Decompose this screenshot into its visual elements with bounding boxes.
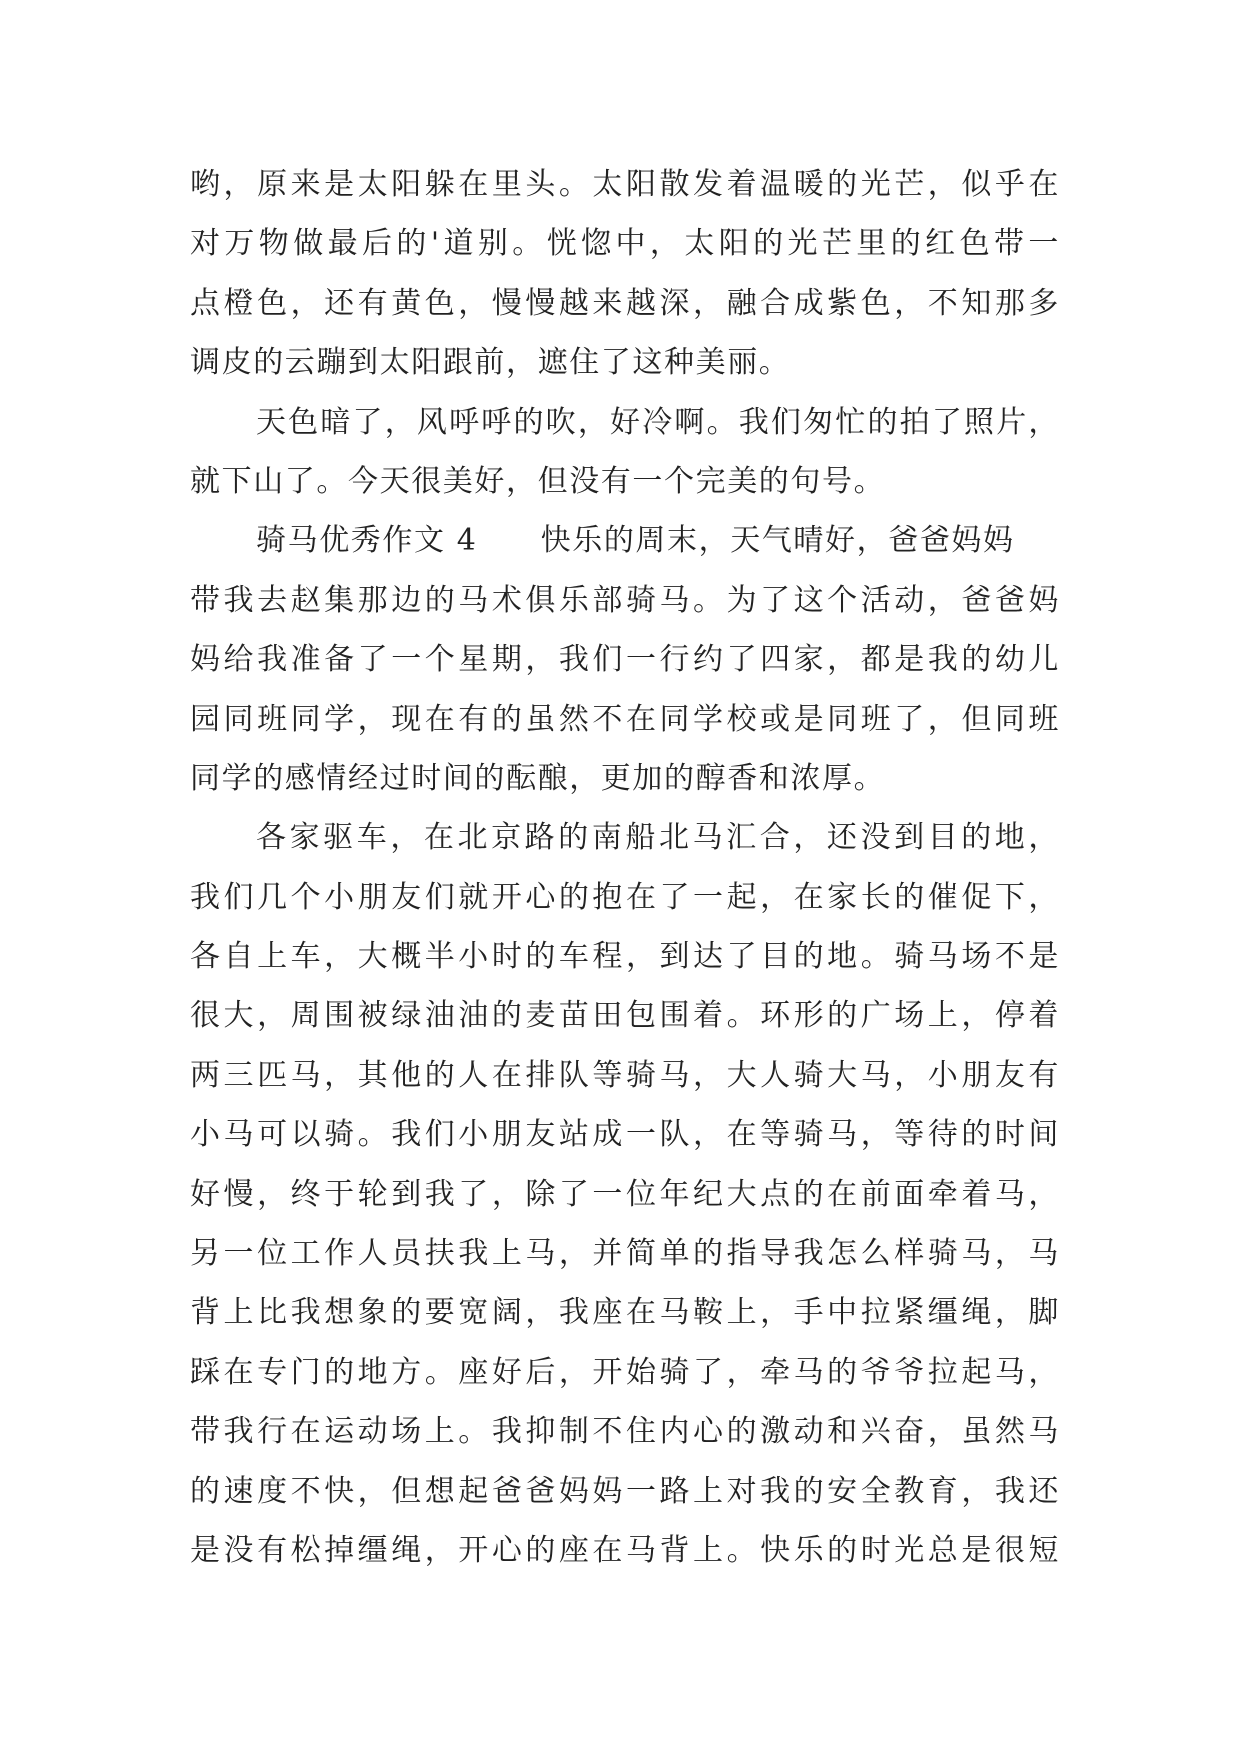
text-line: 两三匹马，其他的人在排队等骑马，大人骑大马，小朋友有 (190, 1057, 1060, 1093)
text-line: 各自上车，大概半小时的车程，到达了目的地。骑马场不是 (190, 939, 1060, 975)
text-line: 点橙色，还有黄色，慢慢越来越深，融合成紫色，不知那多 (190, 285, 1060, 321)
text-line: 天色暗了，风呼呼的吹，好冷啊。我们匆忙的拍了照片， (256, 404, 1060, 440)
text-line: 对万物做最后的'道别。恍惚中，太阳的光芒里的红色带一 (190, 226, 1060, 262)
text-line: 骑马优秀作文 4 快乐的周末，天气晴好，爸爸妈妈 (256, 523, 1015, 559)
text-line: 很大，周围被绿油油的麦苗田包围着。环形的广场上，停着 (190, 998, 1060, 1034)
text-line: 背上比我想象的要宽阔，我座在马鞍上，手中拉紧缰绳，脚 (190, 1295, 1060, 1331)
text-line: 小马可以骑。我们小朋友站成一队，在等骑马，等待的时间 (190, 1117, 1060, 1153)
paragraph (190, 393, 1060, 512)
paragraph (190, 808, 1060, 1580)
text-line: 带我行在运动场上。我抑制不住内心的激动和兴奋，虽然马 (190, 1414, 1060, 1450)
text-line: 就下山了。今天很美好，但没有一个完美的句号。 (190, 463, 886, 499)
text-line: 园同班同学，现在有的虽然不在同学校或是同班了，但同班 (190, 701, 1060, 737)
text-line: 是没有松掉缰绳，开心的座在马背上。快乐的时光总是很短 (190, 1532, 1060, 1568)
text-line: 各家驱车，在北京路的南船北马汇合，还没到目的地， (256, 820, 1060, 856)
text-line: 好慢，终于轮到我了，除了一位年纪大点的在前面牵着马， (190, 1176, 1060, 1212)
paragraph (190, 155, 1060, 393)
text-line: 另一位工作人员扶我上马，并简单的指导我怎么样骑马，马 (190, 1236, 1060, 1272)
text-line: 妈给我准备了一个星期，我们一行约了四家，都是我的幼儿 (190, 642, 1060, 678)
text-line: 的速度不快，但想起爸爸妈妈一路上对我的安全教育，我还 (190, 1473, 1060, 1509)
text-line: 我们几个小朋友们就开心的抱在了一起，在家长的催促下， (190, 879, 1060, 915)
text-line: 带我去赵集那边的马术俱乐部骑马。为了这个活动，爸爸妈 (190, 582, 1060, 618)
article-body (190, 155, 1060, 1580)
text-line: 调皮的云蹦到太阳跟前，遮住了这种美丽。 (190, 345, 791, 381)
text-line: 哟，原来是太阳躲在里头。太阳散发着温暖的光芒，似乎在 (190, 167, 1060, 202)
text-line: 同学的感情经过时间的酝酿，更加的醇香和浓厚。 (190, 760, 886, 796)
paragraph (190, 511, 1060, 808)
text-line: 踩在专门的地方。座好后，开始骑了，牵马的爷爷拉起马， (190, 1354, 1060, 1390)
